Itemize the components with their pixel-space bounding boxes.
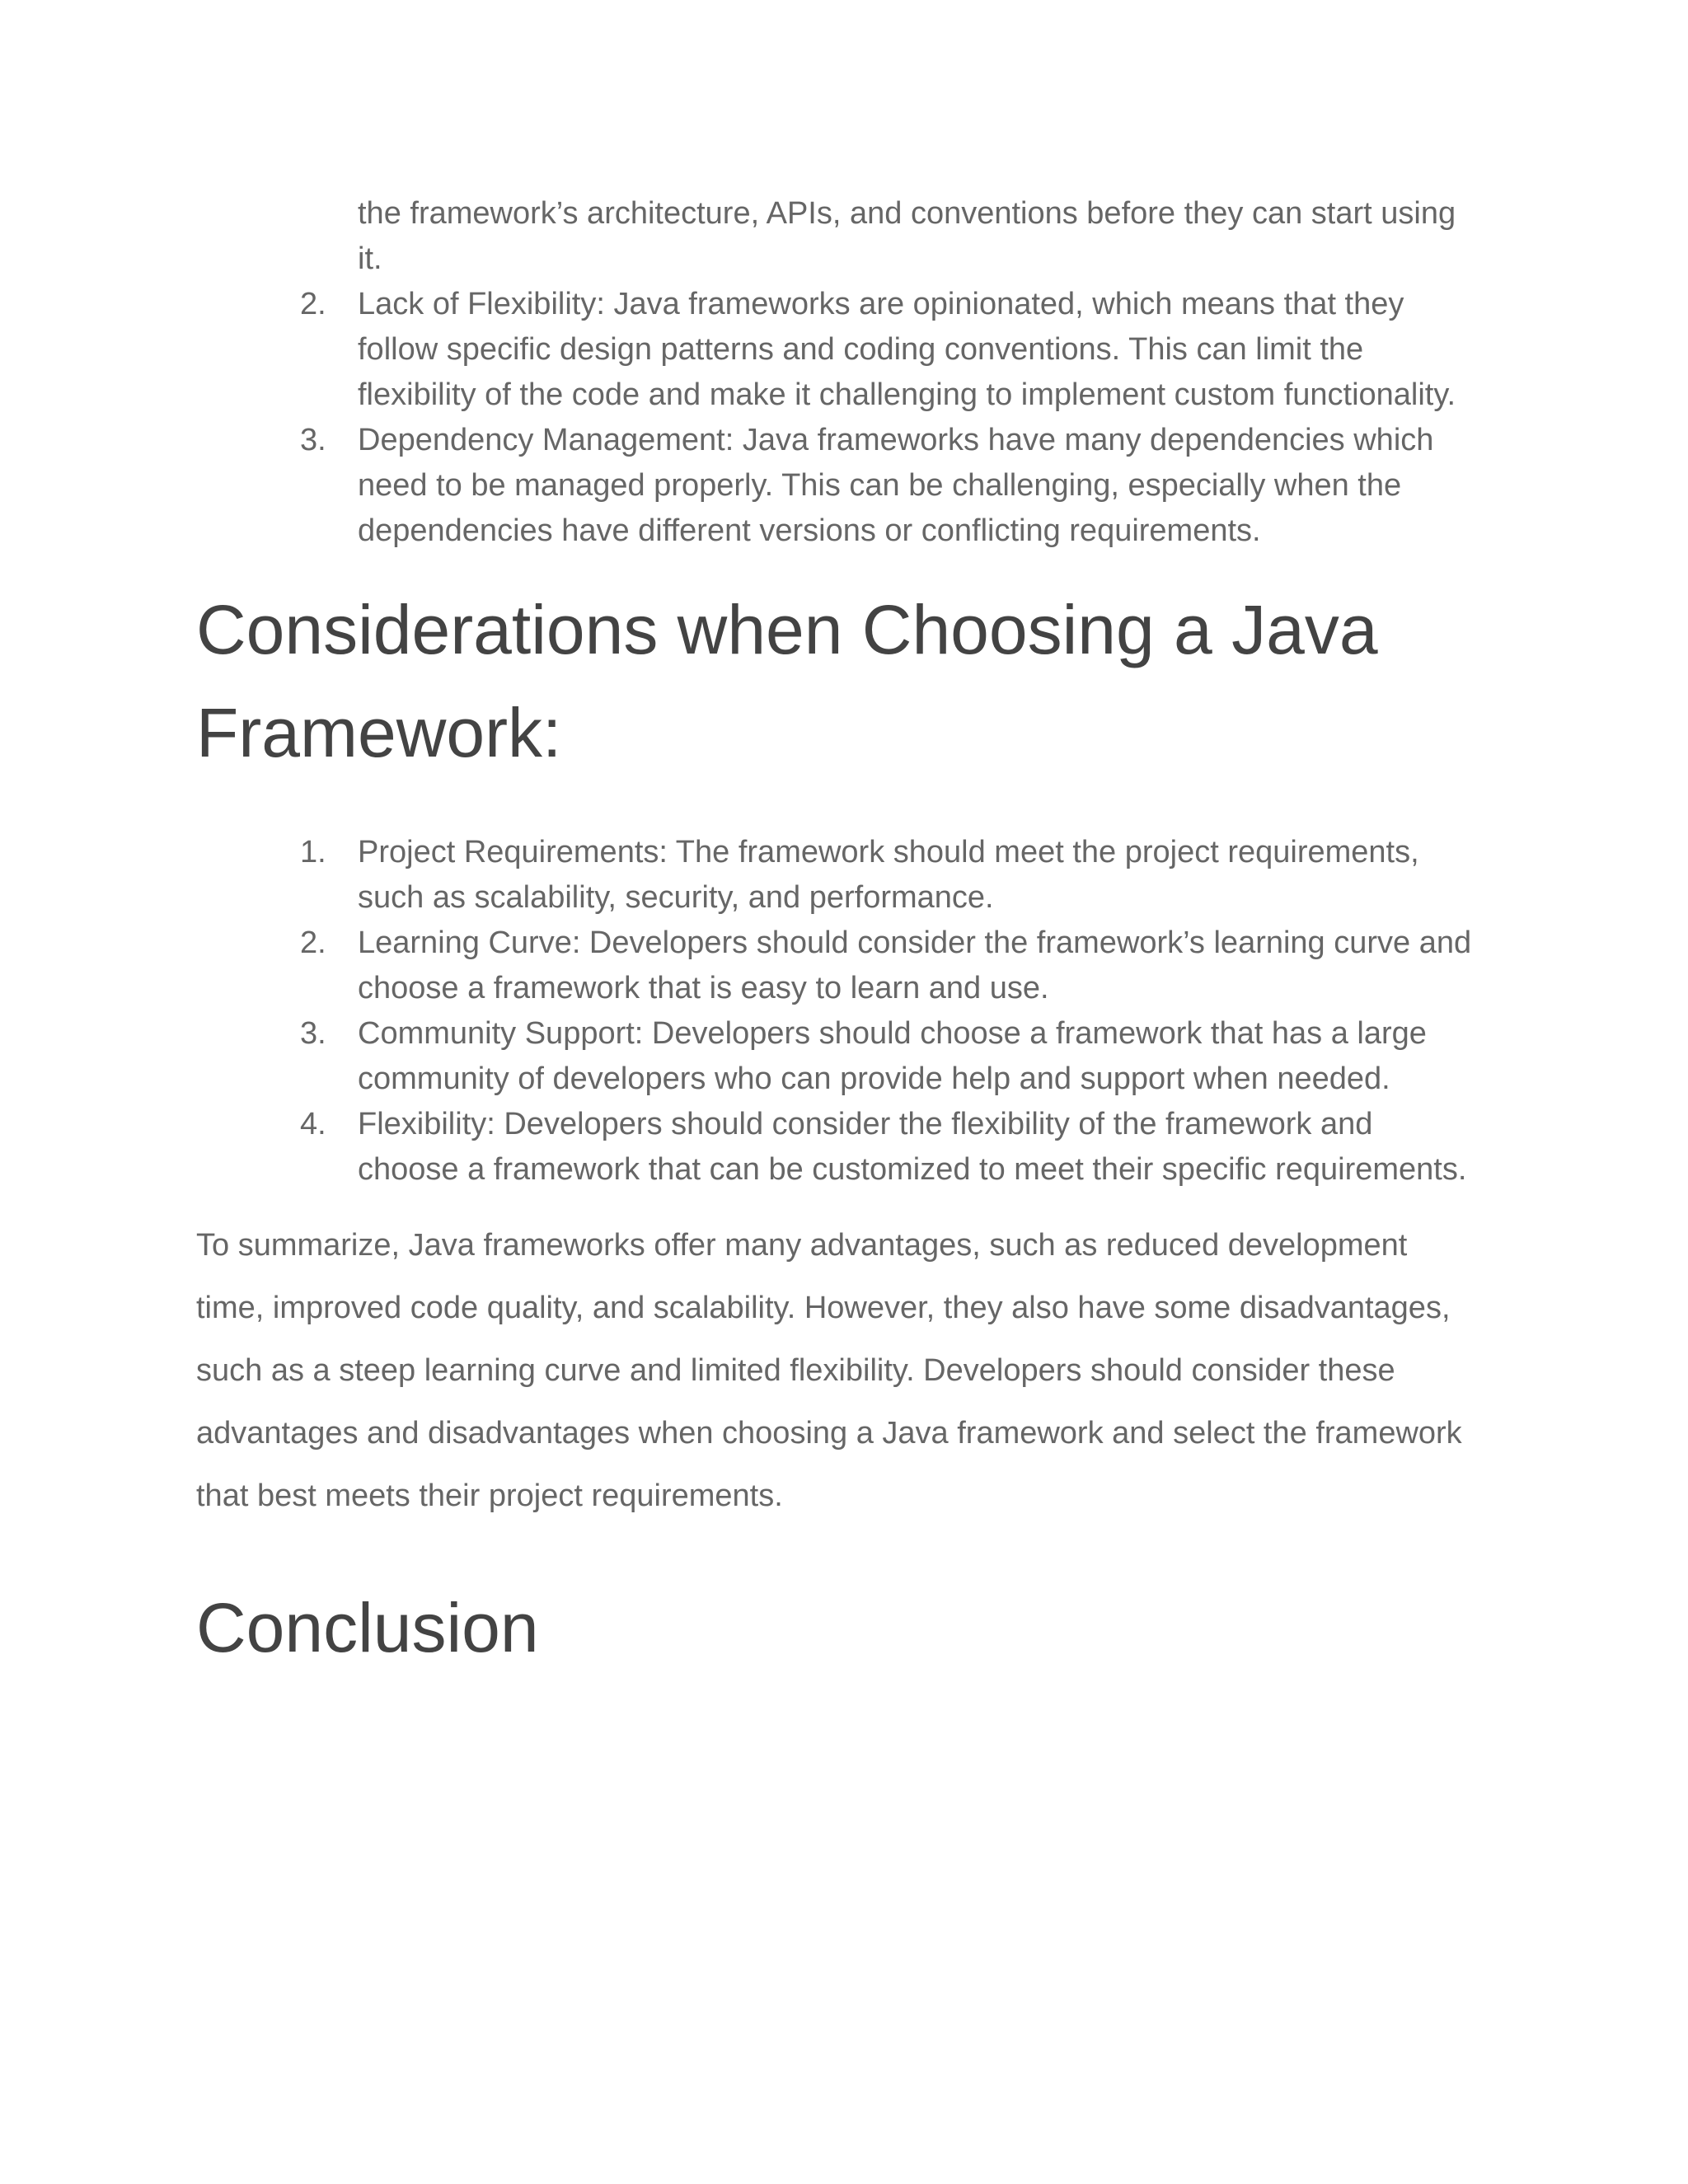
- list-item-number: 2.: [300, 287, 326, 321]
- conclusion-heading: Conclusion: [196, 1589, 539, 1666]
- list-item: [196, 418, 1482, 554]
- list-item-text: Community Support: Developers should choose a framework that has a large community of developers who can provide help and support when needed.: [358, 1016, 1427, 1096]
- list-item-number: 2.: [300, 926, 326, 960]
- list-item-number: 4.: [300, 1107, 326, 1141]
- list-item: [196, 830, 1482, 921]
- list-item-text: Flexibility: Developers should consider the flexibility of the framework and choose a framework that can be customized to meet their specific requirements.: [358, 1107, 1467, 1187]
- considerations-heading: Considerations when Choosing a Java Framework:: [196, 591, 1378, 771]
- list-item-text: Lack of Flexibility: Java frameworks are opinionated, which means that they follow specific design patterns and coding conventions. This can limit the flexibility of the code and make it challenging to implement custom functionality.: [358, 287, 1456, 412]
- page-content: [196, 191, 1482, 1680]
- list-item-number: 3.: [300, 1016, 326, 1051]
- list-item: [196, 1102, 1482, 1193]
- list-item-continuation: the framework’s architecture, APIs, and conventions before they can start using it.: [358, 196, 1456, 276]
- list-item: [196, 1011, 1482, 1102]
- summary-paragraph: To summarize, Java frameworks offer many advantages, such as reduced development time, improved code quality, and scalability. However, they also have some disadvantages, such as a steep learning curve and limited flexibility. Developers should consider these advantages and disadvantages when choosing a Java framework and select the framework that best meets their project requirements.: [196, 1228, 1462, 1513]
- list-item-text: Learning Curve: Developers should consider the framework’s learning curve and choose a framework that is easy to learn and use.: [358, 926, 1472, 1005]
- list-item-number: 3.: [300, 423, 326, 457]
- list-item: [196, 921, 1482, 1011]
- considerations-list: [196, 830, 1482, 1193]
- list-item: [196, 282, 1482, 418]
- list-item-text: Dependency Management: Java frameworks have many dependencies which need to be managed properly. This can be challenging, especially when the dependencies have different versions or conflicting requirements.: [358, 423, 1434, 548]
- list-item-text: Project Requirements: The framework should meet the project requirements, such as scalability, security, and performance.: [358, 835, 1419, 915]
- list-item-number: 1.: [300, 835, 326, 869]
- disadvantages-list: [196, 282, 1482, 554]
